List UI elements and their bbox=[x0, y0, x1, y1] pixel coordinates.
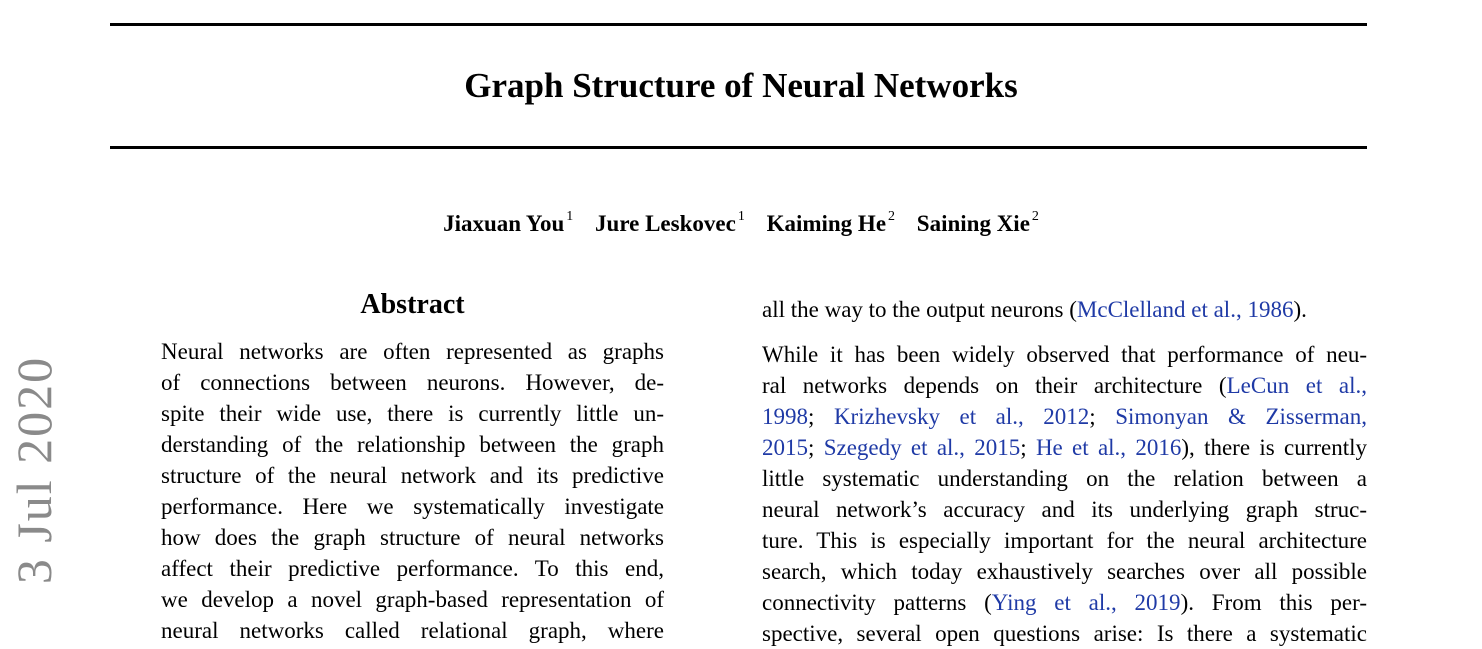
intro-column bbox=[762, 294, 1367, 649]
author-list bbox=[0, 204, 1482, 239]
author: Jiaxuan You $^1$ bbox=[443, 209, 574, 236]
author: Jure Leskovec $^1$ bbox=[595, 209, 745, 236]
title-top-rule bbox=[110, 23, 1367, 26]
intro-line: neural network’s accuracy and its underlying graph struc- bbox=[762, 497, 1367, 522]
abstract-line: spite their wide use, there is currently little un- bbox=[161, 401, 664, 426]
intro-line: ture. This is especially important for the neural architecture bbox=[762, 528, 1367, 553]
abstract-line: structure of the neural network and its predictive bbox=[161, 463, 664, 488]
citation-link[interactable]: Ying et al., 2019 bbox=[991, 590, 1181, 615]
arxiv-side-stamp: 3 Jul 2020 bbox=[6, 355, 62, 585]
intro-line: 1998; Krizhevsky et al., 2012; Simonyan & Zisserman, bbox=[762, 404, 1368, 429]
citation-link[interactable]: 1998 bbox=[762, 404, 808, 429]
abstract-column bbox=[161, 284, 664, 646]
abstract-line: of connections between neurons. However, de- bbox=[161, 370, 664, 395]
intro-line: ral networks depends on their architecture (LeCun et al., bbox=[762, 373, 1367, 398]
intro-line: 2015; Szegedy et al., 2015; He et al., 2016), there is currently bbox=[762, 435, 1368, 460]
abstract-heading: Abstract bbox=[360, 289, 465, 320]
abstract-line: neural networks called relational graph, where bbox=[161, 618, 664, 643]
abstract-line: performance. Here we systematically investigate bbox=[161, 494, 664, 519]
author: Kaiming He $^2$ bbox=[766, 209, 896, 236]
intro-line: search, which today exhaustively searches over all possible bbox=[762, 559, 1367, 584]
author: Saining Xie $^2$ bbox=[916, 209, 1039, 236]
intro-line: all the way to the output neurons (McClelland et al., 1986). bbox=[762, 297, 1307, 322]
intro-line: spective, several open questions arise: Is there a systematic bbox=[762, 621, 1367, 646]
title-bottom-rule bbox=[110, 146, 1367, 149]
citation-link[interactable]: 2015 bbox=[762, 435, 808, 460]
intro-line: While it has been widely observed that performance of neu- bbox=[762, 342, 1367, 367]
citation-link[interactable]: Simonyan & Zisserman, bbox=[1115, 404, 1368, 429]
abstract-line: derstanding of the relationship between the graph bbox=[161, 432, 664, 457]
abstract-line: we develop a novel graph-based representation of bbox=[161, 587, 664, 612]
citation-link[interactable]: Szegedy et al., 2015 bbox=[823, 435, 1021, 460]
abstract-line: Neural networks are often represented as graphs bbox=[161, 339, 664, 364]
citation-link[interactable]: He et al., 2016 bbox=[1035, 435, 1182, 460]
paper-title: Graph Structure of Neural Networks bbox=[464, 66, 1018, 105]
intro-line: little systematic understanding on the relation between a bbox=[762, 466, 1367, 491]
citation-link[interactable]: LeCun et al., bbox=[1226, 373, 1367, 398]
citation-link[interactable]: Krizhevsky et al., 2012 bbox=[833, 404, 1090, 429]
citation-link[interactable]: McClelland et al., 1986 bbox=[1076, 297, 1294, 322]
abstract-line: how does the graph structure of neural networks bbox=[161, 525, 664, 550]
abstract-line: affect their predictive performance. To this end, bbox=[161, 556, 664, 581]
intro-line: connectivity patterns (Ying et al., 2019). From this per- bbox=[762, 590, 1367, 615]
